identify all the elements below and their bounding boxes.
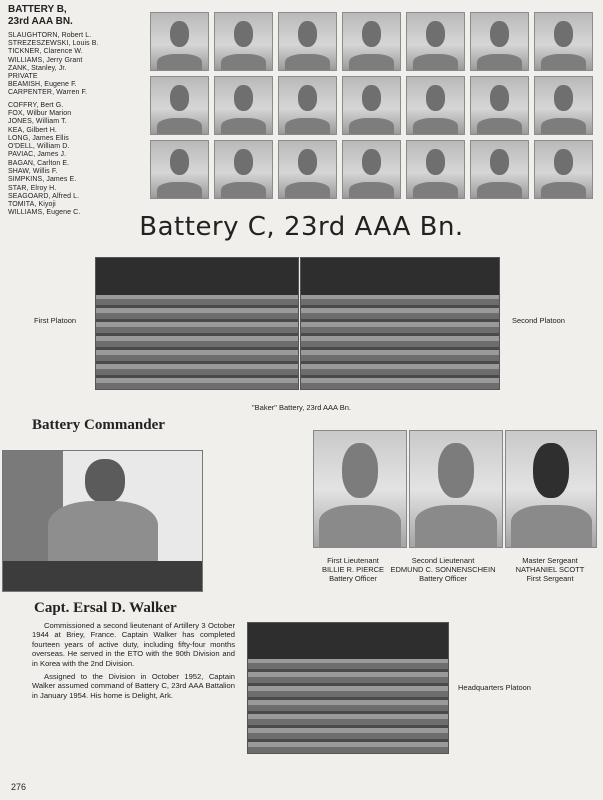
portrait-photo — [342, 140, 401, 199]
commander-bio — [32, 621, 235, 700]
first-platoon-photo — [95, 257, 299, 390]
portrait-photo — [214, 140, 273, 199]
officer-role: Battery Officer — [419, 574, 467, 583]
battery-b-title-line2: 23rd AAA BN. — [8, 16, 73, 27]
name-entry: SEAGOARD, Alfred L. — [8, 192, 80, 200]
officer-rank: First Lieutenant — [327, 556, 379, 565]
portrait-photo — [150, 76, 209, 135]
name-entry: STAR, Elroy H. — [8, 184, 57, 192]
name-entry: SIMPKINS, James E. — [8, 176, 77, 184]
name-entry: TOMITA, Kiyoji — [8, 201, 56, 209]
officer-role: First Sergeant — [526, 574, 574, 583]
name-entry: WILLIAMS, Eugene C. — [8, 209, 81, 217]
officer-rank: Master Sergeant — [522, 556, 578, 565]
page-number: 276 — [11, 782, 27, 792]
page-title: Battery C, 23rd AAA Bn. — [139, 212, 464, 242]
name-entry: FOX, Wilbur Marion — [8, 110, 72, 118]
name-list-row1 — [8, 32, 99, 98]
name-list-row3 — [8, 160, 80, 217]
name-entry: LONG, James Ellis — [8, 134, 69, 142]
name-entry: KEA, Gilbert H. — [8, 126, 57, 134]
name-entry: SHAW, Willis F. — [8, 168, 58, 176]
name-list-row2 — [8, 102, 71, 159]
name-entry: ZANK, Stanley, Jr. — [8, 64, 67, 72]
portrait-photo — [214, 12, 273, 71]
bio-paragraph-2: Assigned to the Division in October 1952, Captain Walker assumed command of Battery C, 23rd AAA Battalion in January 1954. His home is Delight, Ark. — [32, 672, 235, 700]
name-entry: O'DELL, William D. — [8, 143, 70, 151]
name-entry: TICKNER, Clarence W. — [8, 48, 83, 56]
portrait-photo — [278, 76, 337, 135]
name-entry: BAGAN, Carlton E. — [8, 160, 70, 167]
battery-b-header — [8, 4, 73, 28]
officer-caption-sonnenschein — [382, 556, 504, 583]
battery-b-title-line1: BATTERY B, — [8, 4, 67, 15]
portrait-grid — [150, 12, 594, 200]
name-entry: PRIVATE — [8, 73, 38, 81]
portrait-photo — [470, 76, 529, 135]
officer-name: EDMUND C. SONNENSCHEIN — [390, 565, 496, 574]
officer-rank: Second Lieutenant — [411, 556, 475, 565]
commander-photo — [2, 450, 203, 592]
officer-role: Battery Officer — [329, 574, 377, 583]
name-entry: STREZESZEWSKI, Louis B. — [8, 40, 99, 48]
portrait-photo — [406, 12, 465, 71]
headquarters-platoon-label: Headquarters Platoon — [458, 683, 531, 692]
officer-photo-scott — [505, 430, 595, 546]
bio-paragraph-1: Commissioned a second lieutenant of Artillery 3 October 1944 at Briey, France. Captain Walker has completed fourteen years of active duty, including fifty-four months overseas. He served in the ETO with the 90th Division and in Korea with the 2nd Division. — [32, 621, 235, 668]
group-caption: "Baker" Battery, 23rd AAA Bn. — [252, 403, 351, 412]
portrait-photo — [406, 76, 465, 135]
name-entry: JONES, William T. — [8, 118, 67, 126]
name-entry: CARPENTER, Warren F. — [8, 89, 88, 97]
first-platoon-label: First Platoon — [34, 316, 77, 325]
portrait-photo — [470, 140, 529, 199]
name-entry: BEAMISH, Eugene F. — [8, 81, 77, 89]
officer-name: NATHANIEL SCOTT — [515, 565, 585, 574]
commander-name: Capt. Ersal D. Walker — [34, 600, 177, 616]
name-entry: PAVIAC, James J. — [8, 151, 67, 159]
portrait-photo — [534, 12, 593, 71]
portrait-photo — [342, 12, 401, 71]
portrait-photo — [150, 12, 209, 71]
name-entry: SLAUGHTORN, Robert L. — [8, 32, 92, 39]
portrait-photo — [278, 12, 337, 71]
portrait-photo — [406, 140, 465, 199]
portrait-photo — [278, 140, 337, 199]
portrait-photo — [470, 12, 529, 71]
officer-name: BILLIE R. PIERCE — [321, 565, 385, 574]
second-platoon-photo — [300, 257, 500, 390]
name-entry: COFFRY, Bert G. — [8, 102, 64, 109]
officer-photo-sonnenschein — [409, 430, 501, 546]
name-entry: WILLIAMS, Jerry Grant — [8, 56, 83, 64]
officer-caption-scott — [495, 556, 603, 583]
portrait-photo — [342, 76, 401, 135]
battery-commander-heading: Battery Commander — [32, 417, 165, 433]
portrait-photo — [150, 140, 209, 199]
second-platoon-label: Second Platoon — [512, 316, 565, 325]
officer-photo-pierce — [313, 430, 405, 546]
portrait-photo — [214, 76, 273, 135]
headquarters-platoon-photo — [247, 622, 449, 754]
portrait-photo — [534, 76, 593, 135]
portrait-photo — [534, 140, 593, 199]
